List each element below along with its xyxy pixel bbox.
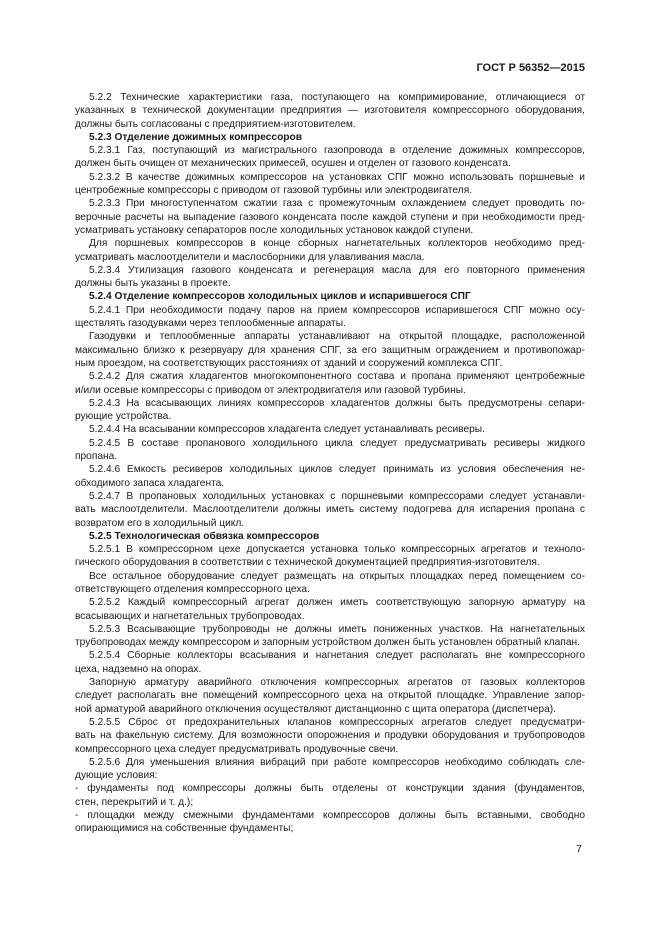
text-line: Для поршневых компрессоров в конце сборных нагнетательных коллекторов необходимо пред- <box>89 238 585 250</box>
text-line: ной арматурой аварийного отключения осуществляют дистанционно с щита оператора (диспетчера). <box>75 703 556 715</box>
text-line: компрессорного цеха следует предусматривать продувочные свечи. <box>75 743 399 755</box>
text-line: 5.2.4.5 В составе пропанового холодильного цикла следует предусматривать ресиверы жидкого <box>89 437 585 449</box>
text-line: должен быть очищен от механических примесей, осушен и отделен от газового конденсата. <box>75 158 511 170</box>
clause-5-2-5-4-paragraph-2 <box>75 676 585 716</box>
text-line: Газодувки и теплообменные аппараты устанавливают на открытой площадке, расположенной <box>89 331 585 343</box>
text-line: 5.2.5.1 В компрессорном цехе допускается установка только компрессорных агрегатов и техноло- <box>89 544 585 556</box>
list-item-line: опирающимися на собственные фундаменты; <box>75 823 294 835</box>
text-line: пропана. <box>75 451 118 463</box>
heading-5-2-4 <box>75 290 585 303</box>
clause-5-2-4-2 <box>75 370 585 397</box>
text-line: 5.2.3.1 Газ, поступающий из магистрального газопровода в отделение дожимных компрессоров, <box>89 145 585 157</box>
text-line: ным проездом, на соответствующих расстояниях от зданий и сооружений комплекса СПГ. <box>75 357 503 369</box>
text-line: рующие устройства. <box>75 411 172 423</box>
text-line: вать на факельную систему. Для возможности опорожнения и продувки оборудования и трубопроводов <box>75 730 585 742</box>
document-designation: ГОСТ Р 56352—2015 <box>476 62 585 74</box>
clause-5-2-3-4 <box>75 264 585 291</box>
clause-5-2-5-2 <box>75 596 585 623</box>
clause-5-2-3-3-paragraph-2 <box>75 237 585 264</box>
text-line: усматривать установку сепараторов после холодильных установок каждой ступени. <box>75 224 474 236</box>
text-line: следует располагать вне помещений компрессорного цеха на открытой площадке. Управление запор- <box>75 690 585 702</box>
heading-5-2-5 <box>75 530 585 543</box>
text-line: 5.2.4.6 Емкость ресиверов холодильных циклов следует принимать из условия обеспечения не- <box>89 464 585 476</box>
clause-5-2-5-6 <box>75 756 585 783</box>
text-line: 5.2.5.3 Всасывающие трубопроводы не должны иметь пониженных участков. На нагнетательных <box>89 623 585 635</box>
text-line: должны быть указаны в проекте. <box>75 278 231 290</box>
text-line: максимально близко к резервуару для хранения СПГ, за его защитным ограждением и противопожар- <box>75 344 585 356</box>
text-line: верочные расчеты на выпадение газового конденсата после каждой ступени и при необходимости пред- <box>75 211 585 223</box>
text-line: должны быть согласованы с предприятием-изготовителем. <box>75 118 356 130</box>
text-line: усматривать маслоотделители и маслосборники для улавливания масла. <box>75 251 425 263</box>
text-line: центробежные компрессоры с приводом от газовой турбины или электродвигателя. <box>75 185 473 197</box>
document-body <box>75 91 585 836</box>
text-line: гического оборудования в соответствии с технической документацией предприятия-изготовителя. <box>75 557 540 569</box>
text-line: Запорную арматуру аварийного отключения компрессорных агрегатов от газовых коллекторов <box>89 677 585 689</box>
clause-5-2-4-6 <box>75 463 585 490</box>
list-item-foundations <box>75 782 585 809</box>
text-line: 5.2.3.2 В качестве дожимных компрессоров на установках СПГ можно использовать поршневые и <box>89 171 585 183</box>
clause-5-2-4-4 <box>75 423 585 436</box>
clause-5-2-4-1 <box>75 304 585 331</box>
text-line: 5.2.4.7 В пропановых холодильных установках с поршневыми компрессорами следует устанавли- <box>89 490 585 502</box>
text-line: 5.2.5.6 Для уменьшения влияния вибраций при работе компрессоров необходимо соблюдать сле- <box>89 756 585 768</box>
clause-5-2-5-1-paragraph-2 <box>75 570 585 597</box>
text-line: 5.2.5.4 Сборные коллекторы всасывания и нагнетания следует располагать вне компрессорного <box>89 650 585 662</box>
text-line: ществлять газодувками через теплообменные аппараты. <box>75 318 346 330</box>
clause-5-2-5-5 <box>75 716 585 756</box>
text-line: 5.2.5.5 Сброс от предохранительных клапанов компрессорных агрегатов следует предусматри- <box>89 716 585 728</box>
text-line: и/или осевые компрессоры с приводом от электродвигателя или газовой турбины. <box>75 384 466 396</box>
clause-5-2-3-3 <box>75 197 585 237</box>
text-line: ответствующего отделения компрессорного цеха. <box>75 583 310 595</box>
clause-5-2-3-2 <box>75 171 585 198</box>
text-line: дующие условия: <box>75 770 158 782</box>
text-line: 5.2.4.2 Для сжатия хладагентов многокомпонентного состава и пропана применяют центробежные <box>89 371 585 383</box>
text-line: всасывающих и нагнетательных трубопроводах. <box>75 610 305 622</box>
text-line: 5.2.5.2 Каждый компрессорный агрегат должен иметь соответствующую запорную арматуру на <box>89 597 585 609</box>
clause-5-2-4-7 <box>75 490 585 530</box>
section-heading: 5.2.5 Технологическая обвязка компрессоров <box>89 530 320 542</box>
text-line: 5.2.3.4 Утилизация газового конденсата и регенерация масла для его повторного применения <box>89 264 585 276</box>
clause-5-2-3-1 <box>75 144 585 171</box>
clause-5-2-5-1 <box>75 543 585 570</box>
list-item-line: - площадки между смежными фундаментами компрессоров должны быть вставными, свободно <box>75 810 585 822</box>
text-line: цеха, надземно на опорах. <box>75 663 202 675</box>
list-item-line: - фундаменты под компрессоры должны быть отделены от конструкции здания (фундаментов, <box>75 783 585 795</box>
section-heading: 5.2.4 Отделение компрессоров холодильных циклов и испарившегося СПГ <box>89 291 471 303</box>
list-item-platforms <box>75 809 585 836</box>
text-line: возвратом его в холодильный цикл. <box>75 517 245 529</box>
text-line: 5.2.3.3 При многоступенчатом сжатии газа с промежуточным охлаждением следует проводить по- <box>89 198 585 210</box>
text-line: вать маслоотделители. Маслоотделители должны иметь систему подогрева для испарения пропана с <box>75 504 585 516</box>
text-line: обходимого запаса хладагента. <box>75 477 225 489</box>
heading-5-2-3 <box>75 131 585 144</box>
clause-5-2-2 <box>75 91 585 131</box>
section-heading: 5.2.3 Отделение дожимных компрессоров <box>89 131 303 143</box>
clause-5-2-5-4 <box>75 649 585 676</box>
page-number: 7 <box>576 843 582 855</box>
list-item-line: стен, перекрытий и т. д.); <box>75 796 194 808</box>
text-line: Все остальное оборудование следует размещать на открытых площадках перед помещением со- <box>89 570 585 582</box>
text-line: 5.2.4.4 На всасывании компрессоров хладагента следует устанавливать ресиверы. <box>89 424 485 436</box>
text-line: 5.2.4.3 На всасывающих линиях компрессоров хладагентов должны быть предусмотрены сепари- <box>89 397 585 409</box>
clause-5-2-5-3 <box>75 623 585 650</box>
clause-5-2-4-1-paragraph-2 <box>75 330 585 370</box>
clause-5-2-4-3 <box>75 397 585 424</box>
text-line: трубопроводах между компрессором и запорным устройством должен быть установлен обратный клапан. <box>75 637 580 649</box>
text-line: 5.2.4.1 При необходимости подачу паров на прием компрессоров испарившегося СПГ можно осу- <box>89 304 585 316</box>
text-line: 5.2.2 Технические характеристики газа, поступающего на компримирование, отличающиеся от <box>89 92 585 103</box>
text-line: указанных в технической документации предприятия — изготовителя компрессорного оборудования, <box>75 105 585 117</box>
clause-5-2-4-5 <box>75 437 585 464</box>
